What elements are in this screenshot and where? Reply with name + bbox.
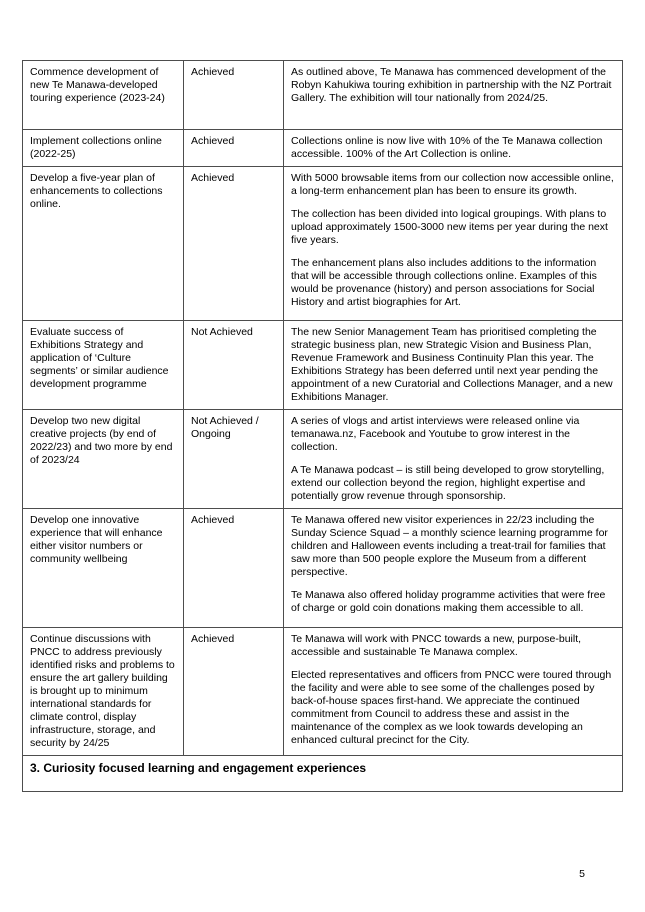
section-heading-cell	[23, 756, 623, 792]
objective-cell: Develop a five-year plan of enhancements to collections online.	[23, 167, 184, 321]
status-cell: Achieved	[184, 628, 284, 756]
table-row	[23, 628, 623, 756]
commentary-cell	[284, 321, 623, 410]
status-cell: Achieved	[184, 509, 284, 628]
page-number: 5	[579, 868, 585, 880]
status-cell: Achieved	[184, 167, 284, 321]
objective-cell: Develop one innovative experience that will enhance either visitor numbers or community wellbeing	[23, 509, 184, 628]
commentary-cell	[284, 167, 623, 321]
status-cell: Not Achieved / Ongoing	[184, 410, 284, 509]
objective-cell: Implement collections online (2022-25)	[23, 130, 184, 167]
table-row	[23, 130, 623, 167]
commentary-paragraph: A series of vlogs and artist interviews were released online via temanawa.nz, Facebook and Youtube to grow interest in the collection.	[291, 415, 580, 453]
table-row	[23, 321, 623, 410]
table-row	[23, 167, 623, 321]
commentary-paragraph: Te Manawa will work with PNCC towards a new, purpose-built, accessible and sustainable Te Manawa complex.	[291, 633, 582, 658]
commentary-paragraph: The collection has been divided into logical groupings. With plans to upload approximately 1500-3000 new items per year during the next five years.	[291, 208, 608, 246]
section-heading-row	[23, 756, 623, 792]
objective-cell: Continue discussions with PNCC to address previously identified risks and problems to ensure the art gallery building is brought up to minimum international standards for climate control, display infrastructure, storage, and security by 24/25	[23, 628, 184, 756]
objective-cell: Commence development of new Te Manawa-developed touring experience (2023-24)	[23, 61, 184, 130]
commentary-cell	[284, 628, 623, 756]
commentary-paragraph: A Te Manawa podcast – is still being developed to grow storytelling, extend our collection beyond the region, highlight expertise and potentially grow revenue through sponsorship.	[291, 464, 605, 502]
commentary-cell	[284, 509, 623, 628]
commentary-paragraph: Elected representatives and officers from PNCC were toured through the facility and were able to see some of the challenges posed by back-of-house spaces first-hand. We appreciate the continued commitment from Council to address these and assist in the maintenance of the complex as we look towards developing an enhanced cultural precinct for the City.	[291, 669, 612, 746]
commentary-paragraph: The enhancement plans also includes additions to the information that will be accessible through collections online. Examples of this would be provenance (history) and person associations for Social History and artist biographies for Art.	[291, 257, 597, 308]
commentary-paragraph: Te Manawa also offered holiday programme activities that were free of charge or gold coin donations making them accessible to all.	[291, 589, 606, 614]
objective-cell: Develop two new digital creative projects (by end of 2022/23) and two more by end of 2023/24	[23, 410, 184, 509]
table-row	[23, 410, 623, 509]
status-cell: Achieved	[184, 61, 284, 130]
status-cell: Achieved	[184, 130, 284, 167]
commentary-cell	[284, 410, 623, 509]
table-row	[23, 61, 623, 130]
commentary-paragraph: As outlined above, Te Manawa has commenced development of the Robyn Kahukiwa touring exhibition in partnership with the NZ Portrait Gallery. The exhibition will tour nationally from 2024/25.	[291, 66, 612, 104]
commentary-paragraph: Collections online is now live with 10% of the Te Manawa collection accessible. 100% of the Art Collection is online.	[291, 135, 603, 160]
commentary-paragraph: With 5000 browsable items from our collection now accessible online, a long-term enhancement plan has been to ensure its growth.	[291, 172, 614, 197]
objective-cell: Evaluate success of Exhibitions Strategy and application of ‘Culture segments’ or similar audience development programme	[23, 321, 184, 410]
commentary-cell	[284, 130, 623, 167]
commentary-paragraph: The new Senior Management Team has prioritised completing the strategic business plan, new Strategic Vision and Business Plan, Revenue Framework and Business Continuity Plan this year. The Exhibitions Strategy has been deferred until next year pending the appointment of a new Curatorial and Collections Manager, and a new Exhibitions Manager.	[291, 326, 613, 403]
performance-report-table	[22, 60, 623, 792]
table-row	[23, 509, 623, 628]
commentary-cell	[284, 61, 623, 130]
commentary-paragraph: Te Manawa offered new visitor experiences in 22/23 including the Sunday Science Squad – a monthly science learning programme for children and Halloween events including a treat-trail for families that saw more than 500 people explore the Museum from a different perspective.	[291, 514, 608, 578]
section-heading: 3. Curiosity focused learning and engagement experiences	[30, 761, 367, 775]
status-cell: Not Achieved	[184, 321, 284, 410]
